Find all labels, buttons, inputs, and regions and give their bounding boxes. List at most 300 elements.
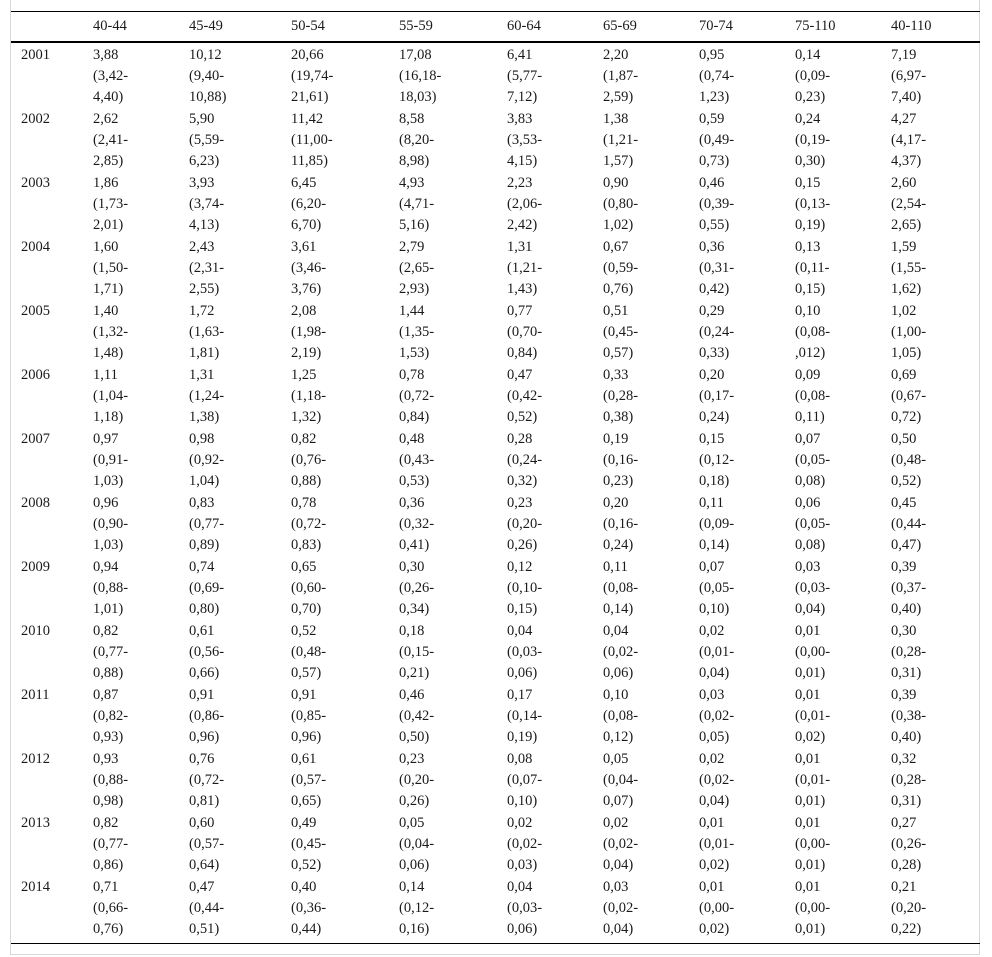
rate-value: 0,96 [93, 495, 119, 511]
table-cell [593, 877, 689, 944]
table-cell [593, 301, 689, 365]
rate-value: 0,11 [603, 559, 628, 575]
ci-upper: 1,57) [603, 153, 634, 170]
ci-upper: 0,81) [189, 793, 220, 810]
table-cell [389, 109, 497, 173]
ci-upper: 1,32) [291, 409, 322, 426]
table-cell [281, 749, 389, 813]
ci-lower: (0,77- [189, 516, 225, 533]
rate-value: 0,52 [291, 623, 317, 639]
ci-upper: 1,18) [93, 409, 124, 426]
rate-value: 0,48 [399, 431, 425, 447]
table-cell [389, 173, 497, 237]
ci-upper: 1,03) [93, 537, 124, 554]
ci-upper: ,012) [795, 345, 826, 362]
header-cell [11, 12, 83, 43]
table-cell [389, 749, 497, 813]
table-cell [689, 685, 785, 749]
ci-lower: (1,50- [93, 260, 129, 277]
rate-value: 0,27 [891, 815, 917, 831]
table-row [11, 237, 980, 301]
ci-lower: (16,18- [399, 68, 442, 85]
ci-lower: (0,03- [795, 580, 831, 597]
ci-upper: 0,64) [189, 857, 220, 874]
ci-upper: 0,11) [795, 409, 825, 426]
ci-lower: (1,55- [891, 260, 927, 277]
rate-value: 0,02 [603, 815, 629, 831]
ci-lower: (0,08- [603, 580, 639, 597]
ci-lower: (0,14- [507, 708, 543, 725]
ci-upper: 0,15) [795, 281, 826, 298]
table-cell [497, 42, 593, 109]
ci-upper: 0,16) [399, 921, 430, 938]
rate-value: 0,20 [699, 367, 725, 383]
year-cell: 2008 [21, 495, 50, 511]
table-cell [281, 301, 389, 365]
table-cell [689, 173, 785, 237]
table-cell [881, 42, 980, 109]
ci-upper: 1,38) [189, 409, 220, 426]
ci-upper: 0,50) [399, 729, 430, 746]
rate-value: 0,01 [795, 751, 821, 767]
ci-upper: 0,05) [699, 729, 730, 746]
table-cell [83, 429, 179, 493]
ci-upper: 2,85) [93, 153, 124, 170]
ci-lower: (0,72- [291, 516, 327, 533]
table-cell [881, 493, 980, 557]
rate-value: 0,46 [699, 175, 725, 191]
rate-value: 0,23 [507, 495, 533, 511]
year-cell: 2010 [21, 623, 50, 639]
ci-upper: 0,19) [795, 217, 826, 234]
ci-upper: 0,02) [699, 921, 730, 938]
table-cell [83, 365, 179, 429]
rate-value: 0,61 [291, 751, 317, 767]
year-cell: 2006 [21, 367, 50, 383]
table-cell [497, 301, 593, 365]
rate-value: 1,72 [189, 303, 215, 319]
rate-value: 0,82 [93, 815, 119, 831]
ci-upper: 1,81) [189, 345, 220, 362]
ci-lower: (0,05- [699, 580, 735, 597]
ci-upper: 0,51) [189, 921, 220, 938]
ci-upper: 0,88) [93, 665, 124, 682]
rate-value: 17,08 [399, 47, 432, 63]
table-cell [497, 109, 593, 173]
ci-lower: (0,02- [603, 644, 639, 661]
rate-value: 0,13 [795, 239, 821, 255]
ci-upper: 6,70) [291, 217, 322, 234]
table-cell [389, 493, 497, 557]
rate-value: 0,12 [507, 559, 533, 575]
ci-upper: 1,62) [891, 281, 922, 298]
ci-upper: 0,10) [507, 793, 538, 810]
table-cell [593, 173, 689, 237]
rate-value: 0,30 [399, 559, 425, 575]
ci-upper: 0,08) [795, 473, 826, 490]
ci-upper: 7,12) [507, 89, 538, 106]
rate-value: 0,06 [795, 495, 821, 511]
ci-upper: 0,21) [399, 665, 430, 682]
ci-lower: (1,21- [603, 132, 639, 149]
year-cell: 2009 [21, 559, 50, 575]
ci-lower: (0,32- [399, 516, 435, 533]
table-row [11, 109, 980, 173]
ci-lower: (8,20- [399, 132, 435, 149]
rate-value: 0,05 [399, 815, 425, 831]
ci-upper: 0,30) [795, 153, 826, 170]
table-cell [83, 685, 179, 749]
rate-value: 0,14 [399, 879, 425, 895]
table-cell [881, 557, 980, 621]
table-cell [689, 109, 785, 173]
ci-lower: (0,01- [795, 772, 831, 789]
ci-upper: 0,65) [291, 793, 322, 810]
table-cell [83, 493, 179, 557]
table-row [11, 429, 980, 493]
table-cell [497, 685, 593, 749]
table-cell [389, 429, 497, 493]
ci-upper: 0,88) [291, 473, 322, 490]
rate-value: 0,71 [93, 879, 119, 895]
rate-value: 2,79 [399, 239, 425, 255]
ci-lower: (0,57- [189, 836, 225, 853]
ci-upper: 3,76) [291, 281, 322, 298]
rate-value: 0,07 [795, 431, 821, 447]
header-cell: 45-49 [189, 18, 223, 34]
ci-upper: 0,55) [699, 217, 730, 234]
table-cell [83, 42, 179, 109]
ci-upper: 0,80) [189, 601, 220, 618]
table-row [11, 493, 980, 557]
ci-lower: (0,08- [795, 388, 831, 405]
ci-upper: 0,57) [603, 345, 634, 362]
table-cell [179, 109, 281, 173]
ci-upper: 0,19) [507, 729, 538, 746]
ci-upper: 7,40) [891, 89, 922, 106]
table-cell [389, 621, 497, 685]
rate-value: 7,19 [891, 47, 917, 63]
table-cell [785, 493, 881, 557]
rate-value: 8,58 [399, 111, 425, 127]
ci-upper: 0,04) [603, 857, 634, 874]
rate-value: 0,08 [507, 751, 533, 767]
table-cell [689, 877, 785, 944]
header-cell: 75-110 [795, 18, 836, 34]
ci-upper: 0,38) [603, 409, 634, 426]
ci-lower: (0,07- [507, 772, 543, 789]
ci-upper: 2,59) [603, 89, 634, 106]
ci-lower: (2,41- [93, 132, 129, 149]
table-cell [179, 301, 281, 365]
ci-upper: 1,48) [93, 345, 124, 362]
ci-lower: (0,01- [699, 836, 735, 853]
ci-lower: (0,16- [603, 452, 639, 469]
rate-value: 0,45 [891, 495, 917, 511]
table-cell [785, 557, 881, 621]
ci-lower: (0,37- [891, 580, 927, 597]
ci-upper: 0,24) [603, 537, 634, 554]
rate-value: 20,66 [291, 47, 324, 63]
rate-value: 0,33 [603, 367, 629, 383]
rate-value: 0,28 [507, 431, 533, 447]
rate-value: 0,78 [399, 367, 425, 383]
rate-value: 0,24 [795, 111, 821, 127]
ci-upper: 0,03) [507, 857, 538, 874]
ci-upper: 0,86) [93, 857, 124, 874]
rate-value: 4,27 [891, 111, 917, 127]
table-cell [881, 237, 980, 301]
table-cell [881, 685, 980, 749]
ci-upper: 0,72) [891, 409, 922, 426]
ci-lower: (3,46- [291, 260, 327, 277]
table-cell [497, 173, 593, 237]
ci-upper: 11,85) [291, 153, 328, 170]
rate-value: 0,87 [93, 687, 119, 703]
year-cell: 2001 [21, 47, 50, 63]
table-cell [497, 237, 593, 301]
header-cell: 40-44 [93, 18, 127, 34]
rate-value: 1,25 [291, 367, 317, 383]
table-cell [389, 557, 497, 621]
ci-upper: 0,47) [891, 537, 922, 554]
ci-lower: (0,69- [189, 580, 225, 597]
ci-upper: 0,76) [603, 281, 634, 298]
ci-lower: (0,67- [891, 388, 927, 405]
table-cell [281, 429, 389, 493]
ci-upper: 0,12) [603, 729, 634, 746]
ci-lower: (0,09- [795, 68, 831, 85]
table-cell [785, 42, 881, 109]
ci-lower: (0,86- [189, 708, 225, 725]
ci-upper: 0,70) [291, 601, 322, 618]
table-cell [593, 429, 689, 493]
ci-lower: (0,59- [603, 260, 639, 277]
rate-value: 0,61 [189, 623, 215, 639]
table-cell [593, 365, 689, 429]
ci-upper: 0,01) [795, 921, 826, 938]
table-cell [785, 877, 881, 944]
ci-lower: (6,20- [291, 196, 327, 213]
table-cell [179, 685, 281, 749]
ci-upper: 21,61) [291, 89, 329, 106]
rate-value: 1,31 [507, 239, 533, 255]
table-cell [881, 173, 980, 237]
ci-upper: 0,06) [507, 921, 538, 938]
ci-lower: (3,42- [93, 68, 129, 85]
table-row [11, 557, 980, 621]
table-cell [389, 301, 497, 365]
ci-lower: (0,19- [795, 132, 831, 149]
ci-upper: 2,65) [891, 217, 922, 234]
ci-upper: 0,01) [795, 793, 826, 810]
ci-lower: (0,60- [291, 580, 327, 597]
ci-lower: (0,02- [507, 836, 543, 853]
ci-lower: (0,92- [189, 452, 225, 469]
rate-value: 4,93 [399, 175, 425, 191]
ci-upper: 0,42) [699, 281, 730, 298]
ci-lower: (0,80- [603, 196, 639, 213]
table-cell [83, 621, 179, 685]
ci-upper: 0,31) [891, 793, 922, 810]
ci-lower: (0,74- [699, 68, 735, 85]
ci-lower: (0,77- [93, 836, 129, 853]
ci-upper: 2,01) [93, 217, 124, 234]
table-cell [593, 493, 689, 557]
ci-lower: (0,43- [399, 452, 435, 469]
table-cell [179, 813, 281, 877]
ci-lower: (0,08- [603, 708, 639, 725]
ci-upper: 4,13) [189, 217, 220, 234]
table-cell [881, 301, 980, 365]
rate-value: 0,65 [291, 559, 317, 575]
ci-upper: 0,02) [699, 857, 730, 874]
ci-upper: 0,15) [507, 601, 538, 618]
table-cell [179, 237, 281, 301]
table-cell [281, 365, 389, 429]
ci-lower: (0,05- [795, 516, 831, 533]
table-row [11, 685, 980, 749]
ci-lower: (0,48- [291, 644, 327, 661]
table-cell [281, 877, 389, 944]
ci-upper: 1,03) [93, 473, 124, 490]
ci-upper: 1,43) [507, 281, 538, 298]
ci-lower: (2,65- [399, 260, 435, 277]
table-cell [179, 493, 281, 557]
rate-value: 10,12 [189, 47, 222, 63]
table-cell [281, 493, 389, 557]
table-cell [179, 173, 281, 237]
table-cell [689, 557, 785, 621]
ci-lower: (2,06- [507, 196, 543, 213]
rate-value: 0,47 [507, 367, 533, 383]
header-cell: 40-110 [891, 18, 932, 34]
year-cell: 2004 [21, 239, 50, 255]
table-cell [389, 237, 497, 301]
ci-upper: 0,40) [891, 729, 922, 746]
ci-lower: (1,63- [189, 324, 225, 341]
ci-lower: (0,88- [93, 772, 129, 789]
rate-value: 0,47 [189, 879, 215, 895]
rate-value: 0,82 [291, 431, 317, 447]
table-cell [179, 429, 281, 493]
year-cell: 2011 [21, 687, 50, 703]
table-cell [689, 301, 785, 365]
rate-value: 0,04 [507, 623, 533, 639]
rate-value: 0,20 [603, 495, 629, 511]
table-header [11, 12, 980, 43]
table-cell [497, 877, 593, 944]
ci-lower: (0,12- [699, 452, 735, 469]
ci-lower: (0,17- [699, 388, 735, 405]
rate-value: 0,91 [291, 687, 317, 703]
ci-lower: (1,73- [93, 196, 129, 213]
ci-upper: 0,33) [699, 345, 730, 362]
table-cell [281, 621, 389, 685]
table-row [11, 749, 980, 813]
ci-upper: 10,88) [189, 89, 227, 106]
table-cell [389, 813, 497, 877]
ci-upper: 0,06) [507, 665, 538, 682]
table-cell [785, 621, 881, 685]
ci-upper: 0,98) [93, 793, 124, 810]
ci-lower: (6,97- [891, 68, 927, 85]
rate-value: 0,11 [699, 495, 724, 511]
table-cell [83, 749, 179, 813]
ci-lower: (2,54- [891, 196, 927, 213]
rate-value: 0,59 [699, 111, 725, 127]
table-cell [785, 685, 881, 749]
rate-value: 0,97 [93, 431, 119, 447]
ci-upper: 0,02) [795, 729, 826, 746]
table-body [11, 42, 980, 944]
ci-upper: 2,19) [291, 345, 322, 362]
table-cell [593, 685, 689, 749]
rate-value: 0,83 [189, 495, 215, 511]
ci-upper: 0,32) [507, 473, 538, 490]
table-cell [881, 365, 980, 429]
ci-upper: 2,42) [507, 217, 538, 234]
table-cell [389, 685, 497, 749]
table-cell [593, 621, 689, 685]
rate-value: 0,82 [93, 623, 119, 639]
ci-lower: (0,16- [603, 516, 639, 533]
header-cell: 55-59 [399, 18, 433, 34]
ci-upper: 2,55) [189, 281, 220, 298]
ci-lower: (0,70- [507, 324, 543, 341]
table-cell [179, 365, 281, 429]
rate-value: 1,11 [93, 367, 118, 383]
table-cell [497, 813, 593, 877]
ci-upper: 0,31) [891, 665, 922, 682]
rate-value: 3,93 [189, 175, 215, 191]
ci-lower: (0,02- [699, 708, 735, 725]
ci-upper: 6,23) [189, 153, 220, 170]
table-cell [785, 429, 881, 493]
ci-lower: (0,49- [699, 132, 735, 149]
rate-value: 1,40 [93, 303, 119, 319]
ci-upper: 0,08) [795, 537, 826, 554]
ci-lower: (0,77- [93, 644, 129, 661]
ci-lower: (3,53- [507, 132, 543, 149]
ci-lower: (1,21- [507, 260, 543, 277]
ci-lower: (9,40- [189, 68, 225, 85]
rate-value: 0,46 [399, 687, 425, 703]
table-cell [389, 365, 497, 429]
ci-upper: 5,16) [399, 217, 430, 234]
ci-lower: (5,77- [507, 68, 543, 85]
ci-upper: 0,52) [891, 473, 922, 490]
rate-value: 0,91 [189, 687, 215, 703]
ci-lower: (0,28- [891, 644, 927, 661]
rate-value: 0,74 [189, 559, 215, 575]
ci-lower: (0,56- [189, 644, 225, 661]
ci-lower: (0,09- [699, 516, 735, 533]
ci-lower: (0,00- [795, 836, 831, 853]
rate-value: 0,15 [795, 175, 821, 191]
rate-value: 0,76 [189, 751, 215, 767]
rate-value: 1,86 [93, 175, 119, 191]
table-cell [689, 237, 785, 301]
ci-lower: (0,01- [699, 644, 735, 661]
rate-value: 0,19 [603, 431, 629, 447]
rate-value: 0,03 [603, 879, 629, 895]
ci-upper: 0,57) [291, 665, 322, 682]
table-cell [785, 237, 881, 301]
rate-value: 0,01 [795, 687, 821, 703]
table-cell [593, 749, 689, 813]
ci-upper: 0,89) [189, 537, 220, 554]
